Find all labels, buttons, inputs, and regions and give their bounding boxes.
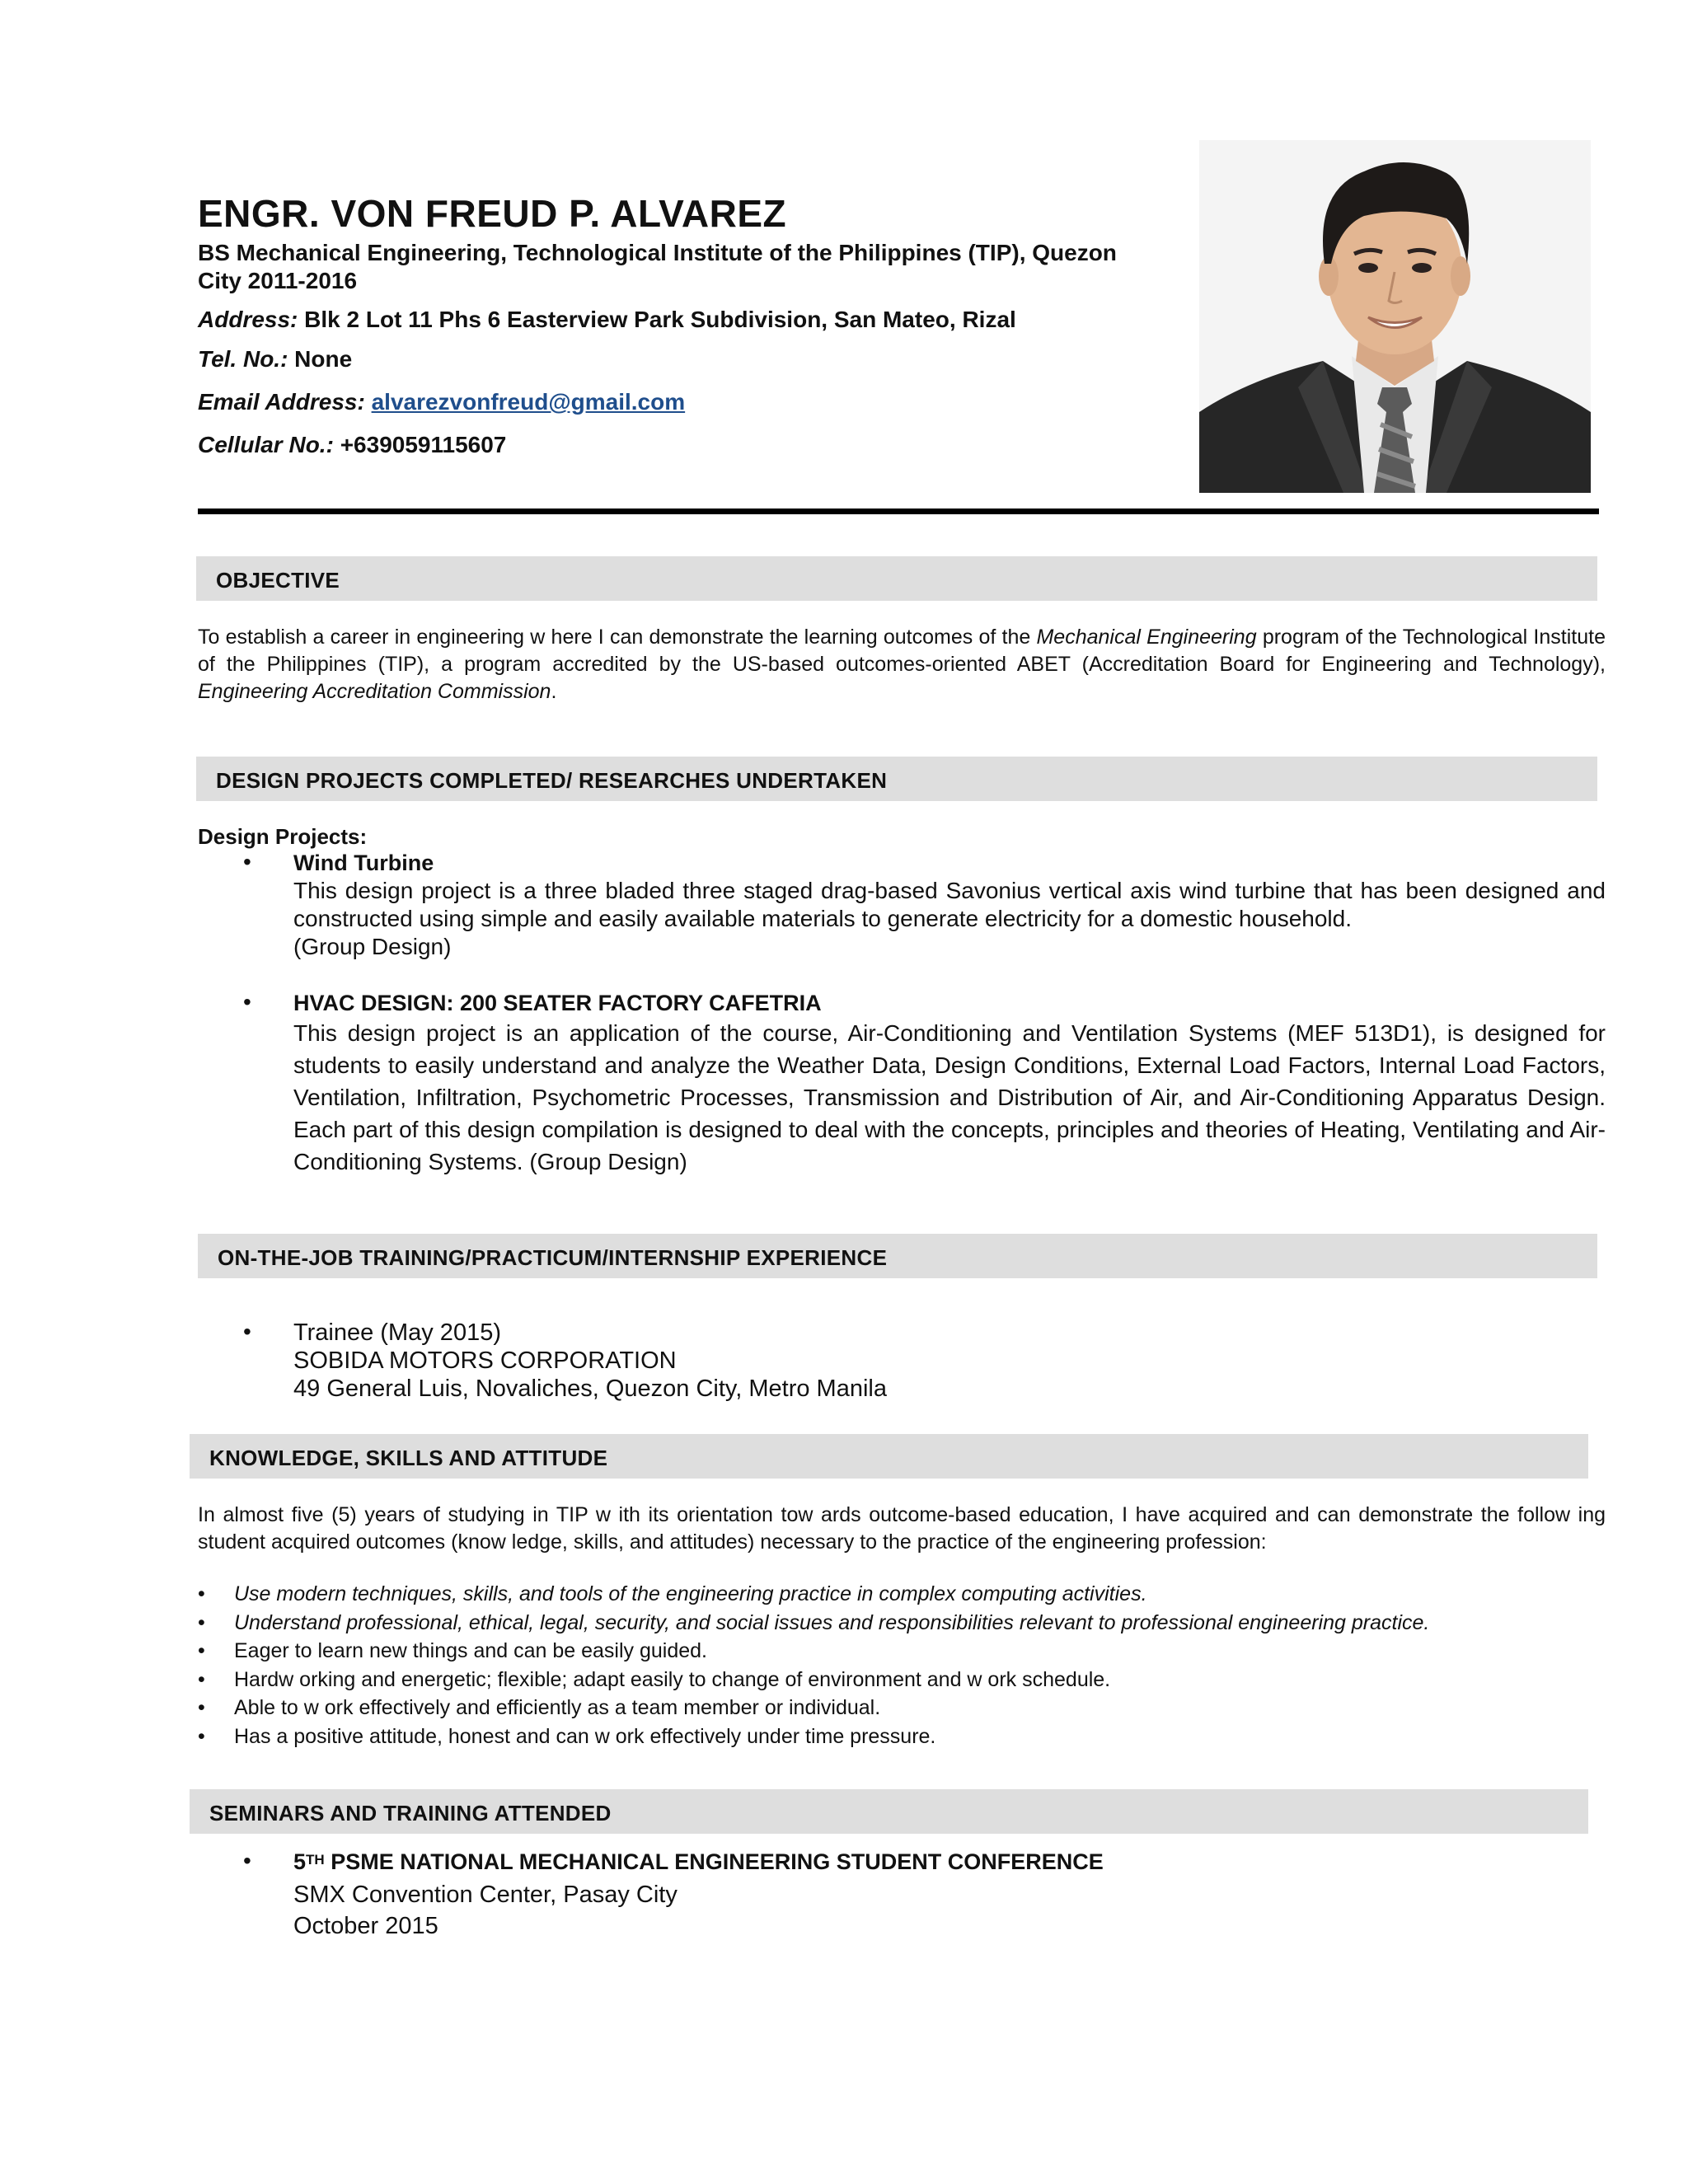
list-item: • Eager to learn new things and can be easily guided. [198,1637,1606,1666]
ojt-company: SOBIDA MOTORS CORPORATION [293,1347,677,1374]
address-value: Blk 2 Lot 11 Phs 6 Easterview Park Subdivision, San Mateo, Rizal [298,307,1016,332]
ojt-position: Trainee (May 2015) [293,1319,501,1346]
list-item: • Understand professional, ethical, legal, security, and social issues and responsibilities relevant to professional engineering practice. [198,1609,1606,1638]
address-label: Address: [198,307,298,332]
design-projects-label: Design Projects: [198,824,368,849]
applicant-name: ENGR. VON FREUD P. ALVAREZ [198,192,787,235]
design-project-item [293,849,1606,961]
email-link[interactable]: alvarezvonfreud@gmail.com [371,389,686,415]
project-title: HVAC DESIGN: 200 SEATER FACTORY CAFETRIA [293,991,822,1015]
section-bar-ojt [198,1234,1597,1278]
objective-text [198,624,1606,705]
section-title-seminars: SEMINARS AND TRAINING ATTENDED [209,1801,612,1825]
seminar-title-text: PSME NATIONAL MECHANICAL ENGINEERING STUDENT CONFERENCE [324,1849,1104,1874]
email-label: Email Address: [198,389,365,415]
objective-text-part: program of the Technological Institute of the Philippines (TIP), a program accredited by the US-based outcomes-oriented ABET (Accreditation Board for Engineering and Technology), [198,626,1606,676]
seminar-item [293,1848,1606,1940]
cellular-line [198,432,506,458]
seminar-date: October 2015 [293,1913,438,1939]
section-title-design-projects: DESIGN PROJECTS COMPLETED/ RESEARCHES UNDERTAKEN [216,768,888,793]
objective-text-italic: Mechanical Engineering [1036,626,1257,649]
degree-line: BS Mechanical Engineering, Technological Institute of the Philippines (TIP), Quezon City 2011-2016 [198,240,1117,293]
skills-intro: In almost five (5) years of studying in TIP w ith its orientation tow ards outcome-based education, I have acquired and can demonstrate the follow ing student acquired outcomes (know ledge, skills, and attitudes) necessary to the practice of the engineering profession: [198,1503,1606,1554]
section-title-skills: KNOWLEDGE, SKILLS AND ATTITUDE [209,1446,608,1470]
bullet-dot: • [243,989,251,1015]
project-description: This design project is an application of the course, Air-Conditioning and Ventilation Systems (MEF 513D1), is designed for students to easily understand and analyze the Weather Data, Design Conditions, External Load Factors, Internal Load Factors, Ventilation, Infiltration, Psychometric Processes, Transmission and Distribution of Air, and Air-Conditioning Apparatus Design. Each part of this design compilation is designed to deal with the concepts, principles and theories of Heating, Ventilating and Air-Conditioning Systems. (Group Design) [293,1020,1606,1174]
project-title: Wind Turbine [293,851,434,875]
section-bar-objective [196,556,1597,601]
objective-text-part: To establish a career in engineering w here I can demonstrate the learning outcomes of the [198,626,1037,649]
objective-text-italic: Engineering Accreditation Commission [198,680,551,703]
skills-list [198,1580,1606,1750]
project-description: This design project is a three bladed three staged drag-based Savonius vertical axis wind turbine that has been designed and constructed using simple and easily available materials to generate electricity for a domestic household. [293,878,1606,931]
email-line [198,389,685,415]
seminar-title-number: 5 [293,1849,307,1874]
section-title-objective: OBJECTIVE [216,568,340,593]
design-project-item [293,989,1606,1178]
bullet-dot: • [243,1848,251,1873]
bullet-dot: • [243,1319,251,1344]
project-note: (Group Design) [293,934,452,959]
seminar-venue: SMX Convention Center, Pasay City [293,1882,678,1908]
tel-label: Tel. No.: [198,346,288,372]
tel-value: None [288,346,353,372]
section-bar-seminars [190,1789,1588,1834]
section-title-ojt: ON-THE-JOB TRAINING/PRACTICUM/INTERNSHIP EXPERIENCE [218,1245,888,1270]
address-line [198,307,1016,333]
seminar-title [293,1848,1606,1876]
cellular-value: +639059115607 [333,432,507,457]
list-item: • Use modern techniques, skills, and tools of the engineering practice in complex computing activities. [198,1580,1606,1609]
ojt-item [293,1319,1606,1403]
list-item: • Hardw orking and energetic; flexible; adapt easily to change of environment and w ork schedule. [198,1666,1606,1694]
header-divider [198,509,1599,514]
section-bar-skills [190,1434,1588,1479]
bullet-dot: • [243,849,251,874]
objective-text-part: . [551,680,557,703]
cellular-label: Cellular No.: [198,432,334,457]
tel-line [198,346,352,373]
list-item: • Has a positive attitude, honest and can w ork effectively under time pressure. [198,1722,1606,1751]
ojt-address: 49 General Luis, Novaliches, Quezon City, Metro Manila [293,1376,887,1402]
section-bar-design-projects [196,757,1597,801]
portrait-photo [1199,140,1591,493]
list-item: • Able to w ork effectively and efficiently as a team member or individual. [198,1694,1606,1722]
seminar-title-superscript: TH [306,1852,325,1868]
